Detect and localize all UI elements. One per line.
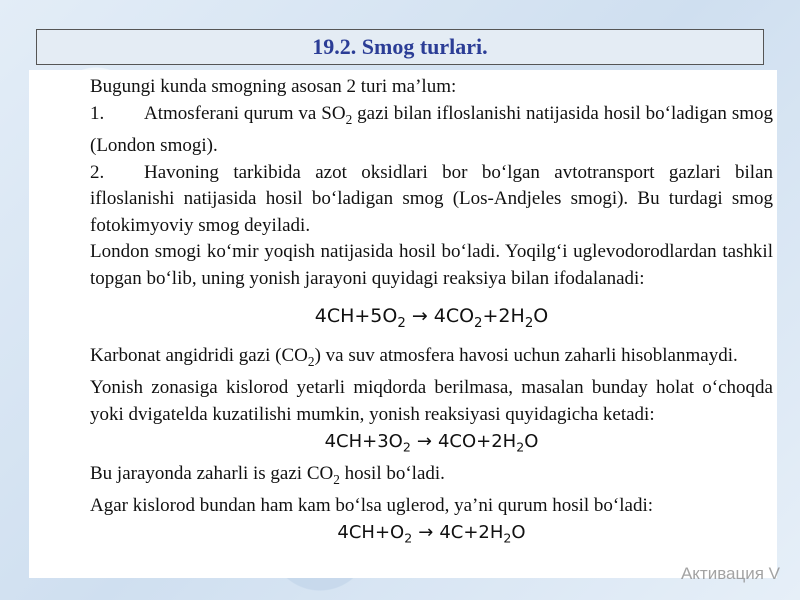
list-item-1-text-a: Atmosferani qurum va SO — [144, 102, 346, 124]
karbonat-text-a: Karbonat angidridi gazi (CO — [90, 344, 308, 366]
list-item-1-sub: 2 — [345, 111, 353, 127]
eq1-lhs-sub: 2 — [397, 315, 406, 331]
equation-3 — [90, 520, 773, 552]
slide-title: 19.2. Smog turlari. — [312, 34, 488, 59]
london-paragraph: London smogi ko‘mir yoqish natijasida hosil bo‘ladi. Yoqilg‘i uglevodorodlardan tashkil topgan bo‘lib, uning yonish jarayoni quyidagi reaksiya bilan ifodalanadi: — [90, 241, 773, 289]
slide-title-box — [36, 29, 764, 65]
list-item-1-text-b: gazi bilan ifloslanishi natijasida hosil bo‘ladigan smog (London smogi). — [90, 102, 773, 156]
eq1-arrow-icon: → — [411, 304, 428, 327]
karbonat-sub: 2 — [307, 353, 315, 369]
document-page — [29, 70, 777, 578]
eq3-rhs-sub: 2 — [503, 530, 512, 546]
eq2-arrow-icon: → — [416, 430, 432, 452]
jarayon-sub: 2 — [333, 471, 340, 487]
list-number-1: 1. — [90, 102, 105, 124]
eq1-rhs-b: +2H — [482, 304, 525, 327]
eq2-lhs: 4CH+3O — [324, 430, 403, 452]
equation-2 — [90, 429, 773, 461]
eq1-rhs-a: 4CO — [433, 304, 475, 327]
eq1-rhs-c: O — [533, 304, 549, 327]
eq2-lhs-sub: 2 — [402, 439, 411, 455]
eq2-rhs-a: 4CO+2H — [437, 430, 517, 452]
jarayon-text-a: Bu jarayonda zaharli is gazi CO — [90, 462, 334, 484]
eq3-arrow-icon: → — [418, 521, 434, 543]
list-item-2 — [90, 160, 773, 240]
list-item-1 — [90, 101, 773, 160]
eq2-rhs-b: O — [524, 430, 539, 452]
karbonat-text-b: ) va suv atmosfera havosi uchun zaharli hisoblanmaydi. — [314, 344, 738, 366]
yonish-paragraph: Yonish zonasiga kislorod yetarli miqdorda berilmasa, masalan bunday holat o‘choqda yoki dvigatelda kuzatilishi mumkin, yonish reaksiyasi quyidagicha ketadi: — [90, 377, 773, 425]
eq3-lhs-sub: 2 — [404, 530, 413, 546]
list-item-2-text: Havoning tarkibida azot oksidlari bor bo‘lgan avtotransport gazlari bilan ifloslanishi natijasida hosil bo‘ladigan smog (Los-Andjeles smogi). Bu turdagi smog fotokimyoviy smog deyiladi. — [90, 161, 773, 236]
eq3-rhs-a: 4C+2H — [439, 521, 504, 543]
equation-1 — [90, 303, 773, 337]
eq1-rhs-sub1: 2 — [474, 315, 483, 331]
activation-watermark: Активация V — [680, 564, 780, 583]
list-number-2: 2. — [90, 161, 105, 183]
eq1-lhs: 4CH+5O — [314, 304, 398, 327]
eq2-rhs-sub: 2 — [516, 439, 525, 455]
karbonat-paragraph — [90, 343, 773, 375]
jarayon-text-b: hosil bo‘ladi. — [339, 462, 445, 484]
intro-line: Bugungi kunda smogning asosan 2 turi ma’lum: — [90, 76, 457, 97]
agar-line: Agar kislorod bundan ham kam bo‘lsa uglerod, ya’ni qurum hosil bo‘ladi: — [90, 495, 654, 517]
eq1-rhs-sub2: 2 — [524, 315, 534, 331]
jarayon-line — [90, 461, 773, 493]
eq3-rhs-b: O — [511, 521, 526, 543]
eq3-lhs: 4CH+O — [337, 521, 405, 543]
